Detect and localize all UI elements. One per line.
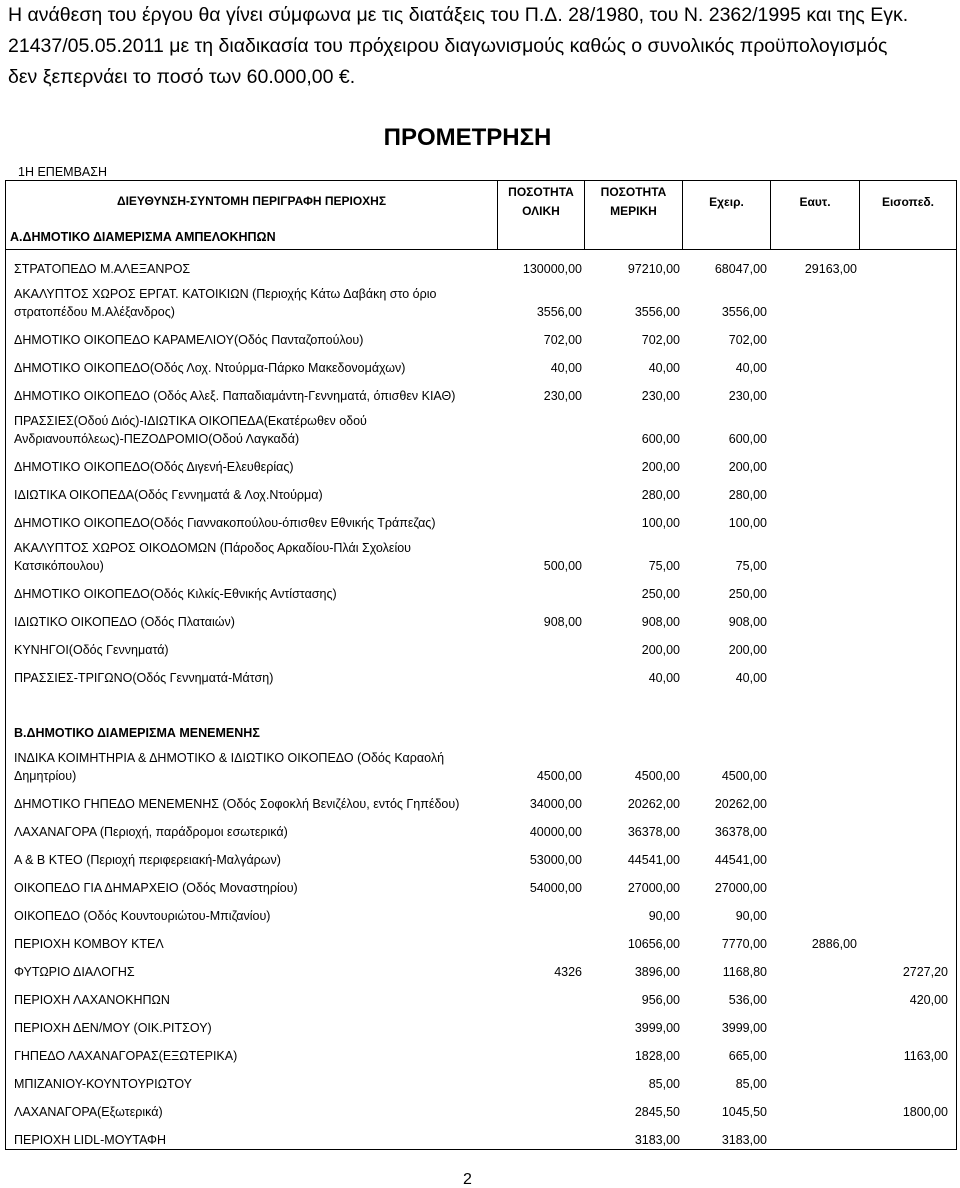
row-description-line: ΟΙΚΟΠΕΔΟ (Οδός Κουντουριώτου-Μπιζανίου) (14, 909, 271, 923)
row-description-line: ΔΗΜΟΤΙΚΟ ΟΙΚΟΠΕΔΟ (Οδός Αλεξ. Παπαδιαμάντη-Γεννηματά, όπισθεν ΚΙΑΘ) (14, 389, 456, 403)
table-row (6, 897, 956, 925)
row-description-line: ΛΑΧΑΝΑΓΟΡΑ (Περιοχή, παράδρομοι εσωτερικά) (14, 825, 288, 839)
table-row (6, 1009, 956, 1037)
table-row (6, 250, 956, 278)
cell-partial-quantity: 44541,00 (627, 853, 680, 867)
table-row (6, 785, 956, 813)
cell-self-propelled (771, 359, 860, 377)
cell-grader (860, 331, 956, 349)
cell-self-propelled (771, 613, 860, 631)
cell-total-quantity: 40000,00 (529, 825, 582, 839)
row-description-line: ΔΗΜΟΤΙΚΟ ΟΙΚΟΠΕΔΟ(Οδός Διγενή-Ελευθερίας) (14, 460, 294, 474)
cell-manual: 1045,50 (721, 1105, 767, 1119)
cell-total-quantity (498, 1047, 585, 1065)
cell-grader (860, 851, 956, 869)
cell-partial-quantity: 956,00 (641, 993, 680, 1007)
cell-grader: 1800,00 (902, 1105, 948, 1119)
cell-self-propelled (771, 767, 860, 785)
cell-manual: 250,00 (728, 587, 767, 601)
cell-grader: 2727,20 (902, 965, 948, 979)
section-b-title: Β.ΔΗΜΟΤΙΚΟ ΔΙΑΜΕΡΙΣΜΑ ΜΕΝΕΜΕΝΗΣ (14, 726, 260, 740)
quantity-table (5, 180, 957, 1150)
cell-manual: 665,00 (728, 1049, 767, 1063)
row-description-line: ΜΠΙΖΑΝΙΟΥ-ΚΟΥΝΤΟΥΡΙΩΤΟΥ (14, 1077, 192, 1091)
cell-total-quantity: 230,00 (543, 389, 582, 403)
row-description (6, 879, 498, 897)
row-description (6, 331, 498, 349)
table-row (6, 448, 956, 476)
section-a-title: Α.ΔΗΜΟΤΙΚΟ ΔΙΑΜΕΡΙΣΜΑ ΑΜΠΕΛΟΚΗΠΩΝ (10, 230, 276, 244)
cell-total-quantity (498, 430, 585, 448)
column-header-grader (860, 181, 956, 249)
cell-partial-quantity: 100,00 (641, 516, 680, 530)
page-number: 2 (463, 1171, 472, 1188)
row-description-line: ΙΔΙΩΤΙΚΟ ΟΙΚΟΠΕΔΟ (Οδός Πλαταιών) (14, 615, 235, 629)
row-description (6, 1131, 498, 1149)
cell-total-quantity (498, 486, 585, 504)
cell-partial-quantity: 10656,00 (627, 937, 680, 951)
cell-partial-quantity: 702,00 (641, 333, 680, 347)
table-row (6, 631, 956, 659)
cell-partial-quantity: 85,00 (648, 1077, 680, 1091)
cell-grader (860, 1019, 956, 1037)
cell-manual: 3183,00 (721, 1133, 767, 1147)
cell-total-quantity: 34000,00 (529, 797, 582, 811)
row-description (6, 1047, 498, 1065)
cell-self-propelled (771, 387, 860, 405)
table-row (6, 377, 956, 405)
table-header (6, 181, 956, 250)
cell-manual: 20262,00 (714, 797, 767, 811)
cell-manual: 100,00 (728, 516, 767, 530)
row-description (6, 749, 498, 785)
column-header-label: Εχειρ. (709, 194, 744, 209)
row-description (6, 585, 498, 603)
intervention-label: 1Η ΕΠΕΜΒΑΣΗ (18, 165, 107, 179)
cell-manual: 702,00 (728, 333, 767, 347)
table-row (6, 925, 956, 953)
cell-partial-quantity: 2845,50 (634, 1105, 680, 1119)
cell-self-propelled (771, 963, 860, 981)
row-description (6, 641, 498, 659)
cell-partial-quantity: 3183,00 (634, 1133, 680, 1147)
table-body (6, 250, 956, 1149)
row-description-line: Κατσικόπουλου) (14, 559, 104, 573)
cell-partial-quantity: 75,00 (648, 559, 680, 573)
row-description (6, 935, 498, 953)
row-description (6, 539, 498, 575)
cell-total-quantity: 4326 (554, 965, 582, 979)
row-description-line: ΙΝΔΙΚΑ ΚΟΙΜΗΤΗΡΙΑ & ΔΗΜΟΤΙΚΟ & ΙΔΙΩΤΙΚΟ ΟΙΚΟΠΕΔΟ (Οδός Καραολή (14, 751, 445, 765)
cell-self-propelled (771, 641, 860, 659)
cell-grader (860, 641, 956, 659)
column-header-label: Εισοπεδ. (881, 194, 935, 209)
table-row (6, 278, 956, 321)
table-row (6, 953, 956, 981)
cell-grader (860, 823, 956, 841)
table-row (6, 1065, 956, 1093)
column-header-line: ΟΛΙΚΗ (522, 204, 560, 218)
row-description (6, 260, 498, 278)
cell-grader (860, 1075, 956, 1093)
cell-manual: 85,00 (735, 1077, 767, 1091)
cell-total-quantity (498, 458, 585, 476)
cell-total-quantity (498, 669, 585, 687)
cell-total-quantity: 40,00 (550, 361, 582, 375)
cell-total-quantity (498, 585, 585, 603)
cell-self-propelled (771, 514, 860, 532)
row-description (6, 823, 498, 841)
cell-grader (860, 907, 956, 925)
row-description (6, 387, 498, 405)
table-row (6, 659, 956, 687)
column-header-manual (683, 181, 771, 249)
cell-grader (860, 795, 956, 813)
cell-partial-quantity: 97210,00 (627, 262, 680, 276)
table-row (6, 349, 956, 377)
cell-manual: 280,00 (728, 488, 767, 502)
table-row (6, 742, 956, 785)
intro-line: Η ανάθεση του έργου θα γίνει σύμφωνα με τις διατάξεις του Π.Δ. 28/1980, του Ν. 2362/1995 και της Εγκ. (8, 4, 909, 26)
cell-self-propelled (771, 303, 860, 321)
cell-partial-quantity: 908,00 (641, 615, 680, 629)
cell-self-propelled (771, 1131, 860, 1149)
cell-partial-quantity: 200,00 (641, 643, 680, 657)
cell-manual: 36378,00 (714, 825, 767, 839)
row-description-line: ΠΕΡΙΟΧΗ ΚΟΜΒΟΥ ΚΤΕΛ (14, 937, 164, 951)
cell-manual: 200,00 (728, 643, 767, 657)
row-description (6, 613, 498, 631)
cell-self-propelled (771, 879, 860, 897)
row-description-line: ΔΗΜΟΤΙΚΟ ΟΙΚΟΠΕΔΟ(Οδός Κιλκίς-Εθνικής Αντίστασης) (14, 587, 337, 601)
column-header-label (498, 181, 584, 223)
cell-partial-quantity: 3999,00 (634, 1021, 680, 1035)
table-row (6, 981, 956, 1009)
cell-self-propelled (771, 557, 860, 575)
cell-total-quantity (498, 1019, 585, 1037)
cell-self-propelled (771, 458, 860, 476)
cell-manual: 3556,00 (721, 305, 767, 319)
cell-grader (860, 557, 956, 575)
row-description (6, 669, 498, 687)
column-header-self-propelled (771, 181, 860, 249)
cell-total-quantity (498, 907, 585, 925)
cell-partial-quantity: 3556,00 (634, 305, 680, 319)
table-row (6, 405, 956, 448)
cell-partial-quantity: 200,00 (641, 460, 680, 474)
column-header-label: Εαυτ. (799, 194, 831, 209)
row-description-line: ΟΙΚΟΠΕΔΟ ΓΙΑ ΔΗΜΑΡΧΕΙΟ (Οδός Μοναστηρίου) (14, 881, 298, 895)
cell-partial-quantity: 90,00 (648, 909, 680, 923)
cell-self-propelled (771, 1019, 860, 1037)
cell-grader (860, 613, 956, 631)
row-description-line: στρατοπέδου Μ.Αλέξανδρος) (14, 305, 175, 319)
cell-total-quantity (498, 641, 585, 659)
cell-self-propelled: 29163,00 (804, 262, 857, 276)
row-description-line: ΛΑΧΑΝΑΓΟΡΑ(Εξωτερικά) (14, 1105, 163, 1119)
row-description-line: ΠΕΡΙΟΧΗ ΛΑΧΑΝΟΚΗΠΩΝ (14, 993, 170, 1007)
cell-grader (860, 1131, 956, 1149)
cell-total-quantity: 908,00 (543, 615, 582, 629)
table-row (6, 1093, 956, 1121)
cell-grader (860, 669, 956, 687)
row-description (6, 1103, 498, 1121)
cell-manual: 200,00 (728, 460, 767, 474)
row-description-line: ΚΥΝΗΓΟΙ(Οδός Γεννηματά) (14, 643, 169, 657)
row-description-line: ΠΡΑΣΣΙΕΣ-ΤΡΙΓΩΝΟ(Οδός Γεννηματά-Μάτση) (14, 671, 274, 685)
row-description-line: ΦΥΤΩΡΙΟ ΔΙΑΛΟΓΗΣ (14, 965, 135, 979)
row-description-line: Ανδριανουπόλεως)-ΠΕΖΟΔΡΟΜΙΟ(Οδού Λαγκαδά) (14, 432, 300, 446)
row-description (6, 1075, 498, 1093)
row-description-line: ΔΗΜΟΤΙΚΟ ΟΙΚΟΠΕΔΟ(Οδός Γιαννακοπούλου-όπισθεν Εθνικής Τράπεζας) (14, 516, 436, 530)
cell-self-propelled (771, 430, 860, 448)
intro-line: 21437/05.05.2011 με τη διαδικασία του πρόχειρου διαγωνισμούς καθώς ο συνολικός προϋπολογισμός (8, 35, 888, 57)
cell-total-quantity (498, 1103, 585, 1121)
cell-total-quantity (498, 935, 585, 953)
cell-manual: 75,00 (735, 559, 767, 573)
row-description-line: ΔΗΜΟΤΙΚΟ ΓΗΠΕΔΟ ΜΕΝΕΜΕΝΗΣ (Οδός Σοφοκλή Βενιζέλου, εντός Γηπέδου) (14, 797, 460, 811)
cell-grader (860, 935, 956, 953)
table-row (6, 1037, 956, 1065)
cell-partial-quantity: 4500,00 (634, 769, 680, 783)
cell-partial-quantity: 1828,00 (634, 1049, 680, 1063)
header-description-cell (6, 181, 498, 249)
cell-partial-quantity: 280,00 (641, 488, 680, 502)
cell-manual: 27000,00 (714, 881, 767, 895)
cell-grader: 1163,00 (903, 1049, 948, 1063)
row-description (6, 851, 498, 869)
cell-partial-quantity: 3896,00 (634, 965, 680, 979)
table-row (6, 1121, 956, 1149)
row-description (6, 458, 498, 476)
cell-partial-quantity: 36378,00 (627, 825, 680, 839)
cell-manual: 68047,00 (714, 262, 767, 276)
cell-self-propelled (771, 823, 860, 841)
cell-total-quantity (498, 514, 585, 532)
cell-partial-quantity: 250,00 (641, 587, 680, 601)
row-description (6, 412, 498, 448)
cell-manual: 908,00 (728, 615, 767, 629)
cell-grader (860, 303, 956, 321)
blank-row (6, 687, 956, 714)
cell-total-quantity: 3556,00 (536, 305, 582, 319)
intro-paragraph (8, 0, 953, 93)
table-row (6, 532, 956, 575)
cell-self-propelled (771, 795, 860, 813)
table-row (6, 869, 956, 897)
cell-manual: 536,00 (728, 993, 767, 1007)
cell-total-quantity: 54000,00 (529, 881, 582, 895)
row-description (6, 963, 498, 981)
row-description (6, 359, 498, 377)
table-row (6, 504, 956, 532)
cell-self-propelled: 2886,00 (811, 937, 857, 951)
cell-self-propelled (771, 331, 860, 349)
cell-grader (860, 767, 956, 785)
table-row (6, 321, 956, 349)
cell-grader (860, 260, 956, 278)
cell-manual: 230,00 (728, 389, 767, 403)
cell-manual: 4500,00 (721, 769, 767, 783)
cell-self-propelled (771, 1103, 860, 1121)
cell-grader (860, 514, 956, 532)
table-row (6, 476, 956, 504)
table-row (6, 841, 956, 869)
cell-total-quantity (498, 991, 585, 1009)
cell-total-quantity (498, 1075, 585, 1093)
row-description-line: Α & Β ΚΤΕΟ (Περιοχή περιφερειακή-Μαλγάρων) (14, 853, 281, 867)
cell-self-propelled (771, 1047, 860, 1065)
cell-partial-quantity: 40,00 (648, 361, 680, 375)
row-description-line: ΙΔΙΩΤΙΚΑ ΟΙΚΟΠΕΔΑ(Οδός Γεννηματά & Λοχ.Ντούρμα) (14, 488, 323, 502)
cell-partial-quantity: 600,00 (641, 432, 680, 446)
row-description (6, 1019, 498, 1037)
column-header-label (585, 181, 682, 223)
cell-manual: 40,00 (735, 361, 767, 375)
row-description (6, 285, 498, 321)
row-description-line: ΑΚΑΛΥΠΤΟΣ ΧΩΡΟΣ ΕΡΓΑΤ. ΚΑΤΟΙΚΙΩΝ (Περιοχής Κάτω Δαβάκη στο όριο (14, 287, 437, 301)
cell-grader (860, 486, 956, 504)
cell-manual: 44541,00 (714, 853, 767, 867)
column-header-line: ΠΟΣΟΤΗΤΑ (508, 185, 574, 199)
table-row (6, 603, 956, 631)
cell-grader (860, 585, 956, 603)
column-header-total-quantity (498, 181, 585, 249)
cell-manual: 40,00 (735, 671, 767, 685)
column-header-line: ΠΟΣΟΤΗΤΑ (600, 185, 667, 199)
cell-grader: 420,00 (909, 993, 948, 1007)
cell-total-quantity: 702,00 (543, 333, 582, 347)
row-description (6, 514, 498, 532)
cell-self-propelled (771, 486, 860, 504)
row-description (6, 486, 498, 504)
column-header-description: ΔΙΕΥΘΥΝΣΗ-ΣΥΝΤΟΜΗ ΠΕΡΙΓΡΑΦΗ ΠΕΡΙΟΧΗΣ (116, 194, 387, 208)
cell-manual: 7770,00 (721, 937, 767, 951)
row-description (6, 991, 498, 1009)
cell-grader (860, 359, 956, 377)
cell-total-quantity: 53000,00 (529, 853, 582, 867)
row-description-line: ΑΚΑΛΥΠΤΟΣ ΧΩΡΟΣ ΟΙΚΟΔΟΜΩΝ (Πάροδος Αρκαδίου-Πλάι Σχολείου (14, 541, 412, 555)
cell-total-quantity: 4500,00 (536, 769, 582, 783)
row-description-line: ΠΡΑΣΣΙΕΣ(Οδού Διός)-ΙΔΙΩΤΙΚΑ ΟΙΚΟΠΕΔΑ(Εκατέρωθεν οδού (14, 414, 367, 428)
column-header-partial-quantity (585, 181, 683, 249)
cell-self-propelled (771, 991, 860, 1009)
row-description (6, 795, 498, 813)
row-description-line: ΓΗΠΕΔΟ ΛΑΧΑΝΑΓΟΡΑΣ(ΕΞΩΤΕΡΙΚΑ) (14, 1049, 238, 1063)
table-row (6, 575, 956, 603)
section-title-row (6, 714, 956, 742)
cell-partial-quantity: 230,00 (641, 389, 680, 403)
cell-self-propelled (771, 585, 860, 603)
cell-grader (860, 430, 956, 448)
cell-grader (860, 387, 956, 405)
page-title: ΠΡΟΜΕΤΡΗΣΗ (383, 124, 552, 151)
cell-manual: 600,00 (728, 432, 767, 446)
cell-partial-quantity: 27000,00 (627, 881, 680, 895)
cell-grader (860, 458, 956, 476)
column-header-line: ΜΕΡΙΚΗ (610, 204, 657, 218)
cell-total-quantity: 130000,00 (522, 262, 582, 276)
row-description-line: Δημητρίου) (14, 769, 77, 783)
row-description-line: ΔΗΜΟΤΙΚΟ ΟΙΚΟΠΕΔΟ(Οδός Λοχ. Ντούρμα-Πάρκο Μακεδονομάχων) (14, 361, 406, 375)
row-description-line: ΠΕΡΙΟΧΗ ΔΕΝ/ΜΟΥ (ΟΙΚ.ΡΙΤΣΟΥ) (14, 1021, 212, 1035)
cell-self-propelled (771, 851, 860, 869)
row-description-line: ΔΗΜΟΤΙΚΟ ΟΙΚΟΠΕΔΟ ΚΑΡΑΜΕΛΙΟΥ(Οδός Πανταζοπούλου) (14, 333, 364, 347)
cell-self-propelled (771, 1075, 860, 1093)
cell-total-quantity (498, 1131, 585, 1149)
cell-manual: 1168,80 (722, 965, 767, 979)
row-description (6, 907, 498, 925)
row-description-line: ΣΤΡΑΤΟΠΕΔΟ Μ.ΑΛΕΞΑΝΡΟΣ (14, 262, 191, 276)
cell-partial-quantity: 40,00 (648, 671, 680, 685)
intro-line: δεν ξεπερνάει το ποσό των 60.000,00 €. (8, 66, 356, 88)
row-description-line: ΠΕΡΙΟΧΗ LIDL-ΜΟΥΤΑΦΗ (14, 1133, 167, 1147)
cell-manual: 90,00 (735, 909, 767, 923)
cell-self-propelled (771, 669, 860, 687)
cell-grader (860, 879, 956, 897)
cell-self-propelled (771, 907, 860, 925)
cell-partial-quantity: 20262,00 (627, 797, 680, 811)
cell-manual: 3999,00 (721, 1021, 767, 1035)
cell-total-quantity: 500,00 (543, 559, 582, 573)
table-row (6, 813, 956, 841)
